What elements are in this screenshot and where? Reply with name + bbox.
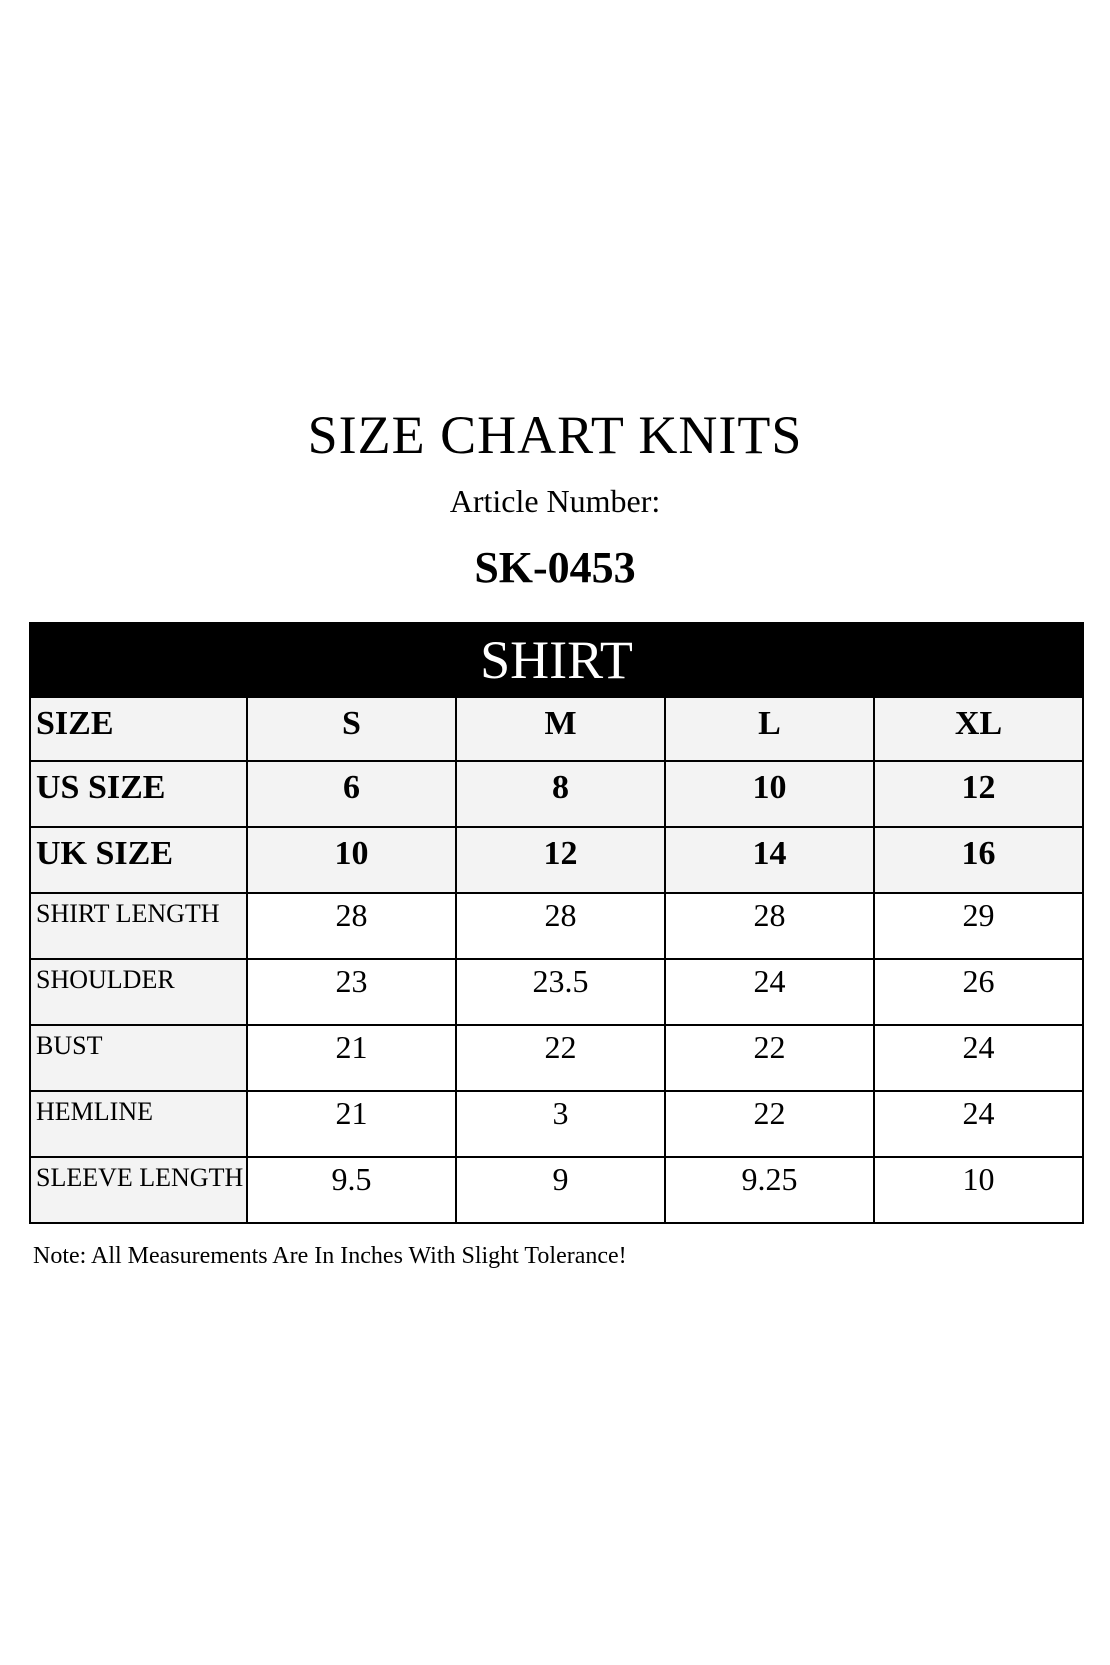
table-cell: 24 (665, 959, 874, 1025)
page-title: SIZE CHART KNITS (307, 405, 803, 465)
table-cell: XL (874, 697, 1083, 761)
table-row-size (30, 697, 1083, 761)
row-label: SHIRT LENGTH (30, 893, 247, 959)
table-cell: 16 (874, 827, 1083, 893)
table-cell: 3 (456, 1091, 665, 1157)
table-cell: 22 (665, 1025, 874, 1091)
table-cell: 23 (247, 959, 456, 1025)
article-number: SK-0453 (474, 543, 636, 592)
table-cell: 28 (665, 893, 874, 959)
table-row-shoulder (30, 959, 1083, 1025)
row-label: SLEEVE LENGTH (30, 1157, 247, 1223)
table-cell: 6 (247, 761, 456, 827)
article-number-label: Article Number: (449, 483, 661, 519)
table-cell: 24 (874, 1025, 1083, 1091)
row-label: UK SIZE (30, 827, 247, 893)
measurement-note: Note: All Measurements Are In Inches With Slight Tolerance! (33, 1243, 627, 1269)
table-cell: 14 (665, 827, 874, 893)
table-section-header-row (30, 623, 1083, 697)
table-cell: 12 (874, 761, 1083, 827)
table-cell: S (247, 697, 456, 761)
table-cell: 26 (874, 959, 1083, 1025)
row-label: BUST (30, 1025, 247, 1091)
table-cell: 21 (247, 1025, 456, 1091)
row-label: HEMLINE (30, 1091, 247, 1157)
table-cell: 28 (456, 893, 665, 959)
table-row-shirt-length (30, 893, 1083, 959)
table-cell: 8 (456, 761, 665, 827)
table-section-title: SHIRT (30, 623, 1083, 697)
table-cell: 9.5 (247, 1157, 456, 1223)
table-cell: 22 (456, 1025, 665, 1091)
row-label: US SIZE (30, 761, 247, 827)
table-row-sleeve-length (30, 1157, 1083, 1223)
row-label: SIZE (30, 697, 247, 761)
table-row-hemline (30, 1091, 1083, 1157)
row-label: SHOULDER (30, 959, 247, 1025)
table-cell: 10 (247, 827, 456, 893)
table-cell: 23.5 (456, 959, 665, 1025)
table-cell: 10 (665, 761, 874, 827)
table-cell: 22 (665, 1091, 874, 1157)
table-cell: 10 (874, 1157, 1083, 1223)
table-cell: 9 (456, 1157, 665, 1223)
table-cell: M (456, 697, 665, 761)
table-cell: 29 (874, 893, 1083, 959)
table-row-uk-size (30, 827, 1083, 893)
table-cell: 12 (456, 827, 665, 893)
table-cell: 9.25 (665, 1157, 874, 1223)
table-row-bust (30, 1025, 1083, 1091)
table-cell: 28 (247, 893, 456, 959)
table-cell: L (665, 697, 874, 761)
size-chart-table (29, 622, 1084, 1224)
table-row-us-size (30, 761, 1083, 827)
table-cell: 24 (874, 1091, 1083, 1157)
table-cell: 21 (247, 1091, 456, 1157)
